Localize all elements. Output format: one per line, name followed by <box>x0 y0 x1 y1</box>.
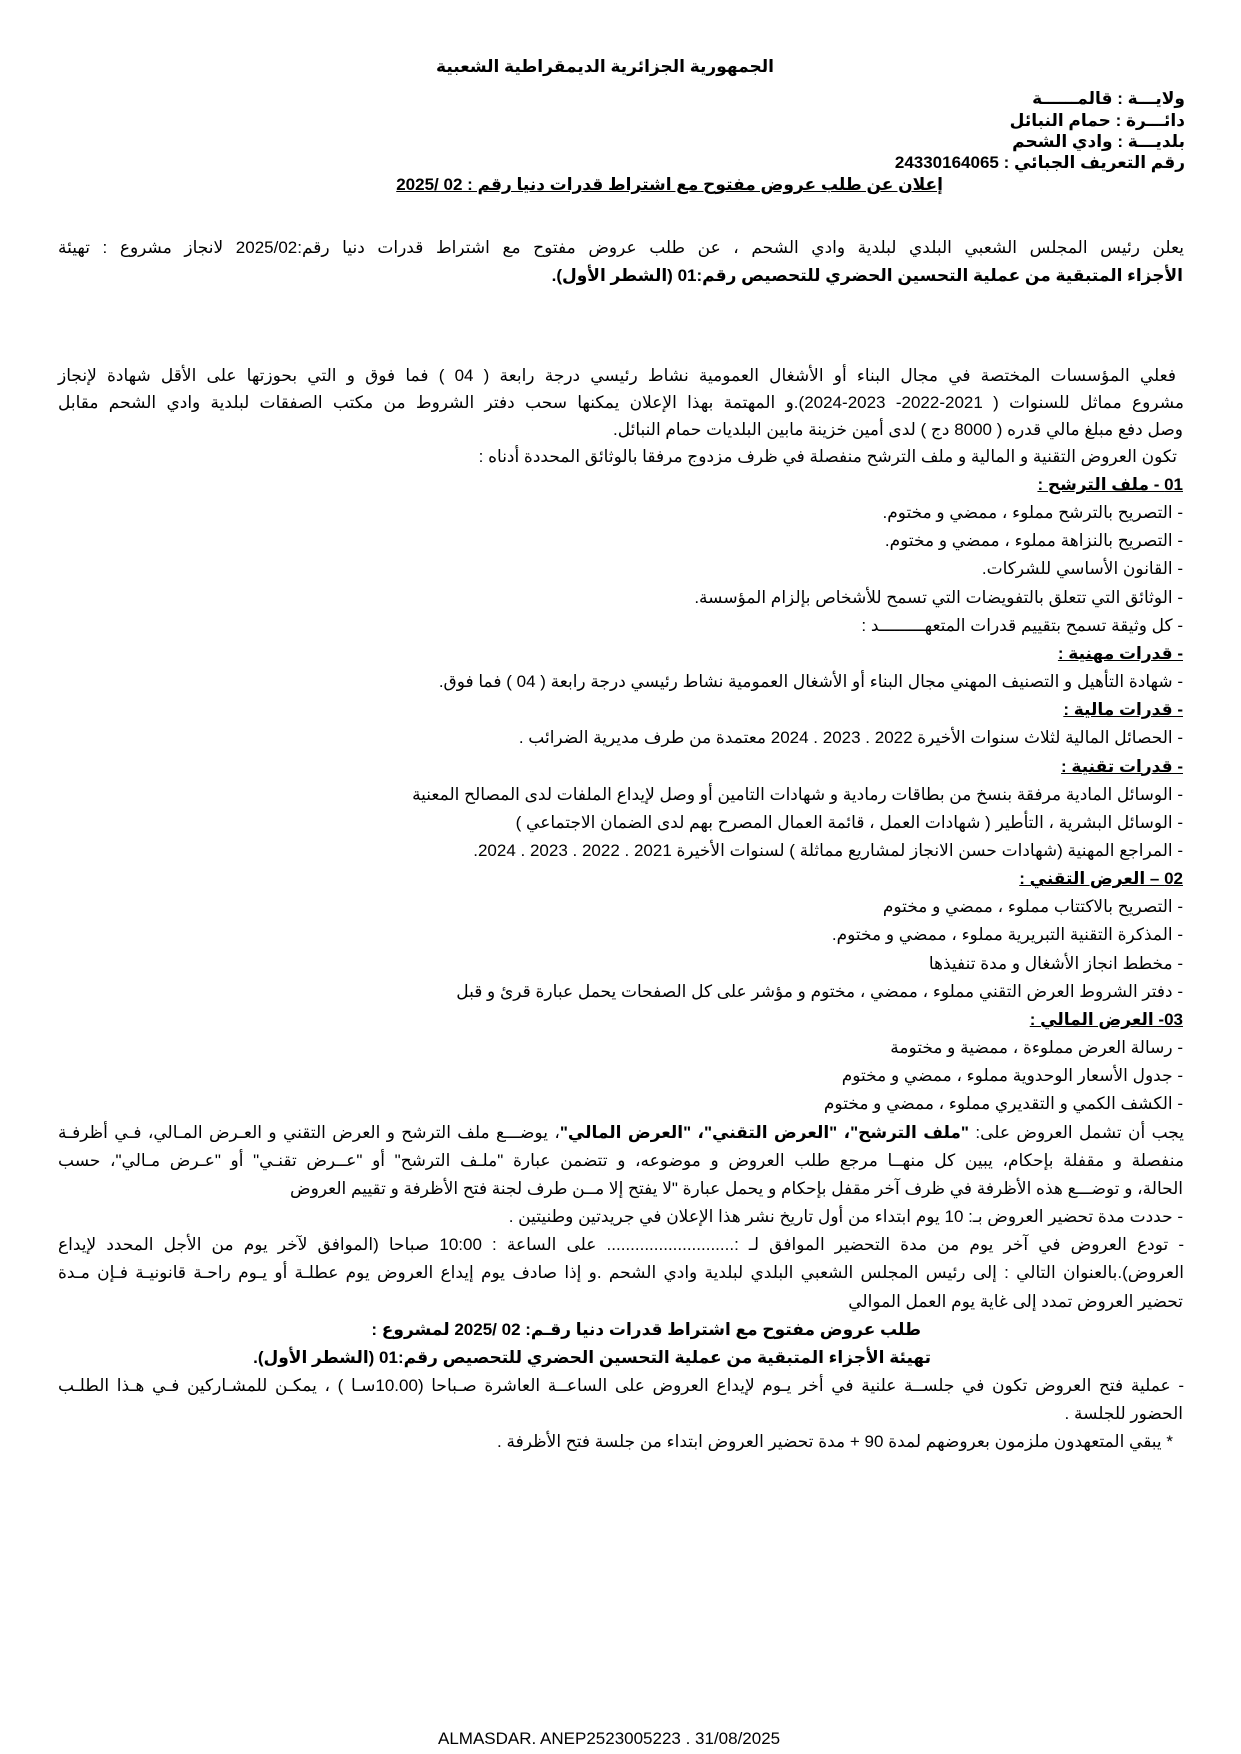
deadline-line-1: - حددت مدة تحضير العروض بـ: 10 يوم ابتداء من أول تاريخ نشر هذا الإعلان في جريدتين وطنيتين . <box>508 1207 1183 1227</box>
section2-item: - مخطط انجاز الأشغال و مدة تنفيذها <box>928 953 1183 973</box>
envelopes-line-3: الحالة، و توضـــع هذه الأظرفة في ظرف آخر مقفل بإحكام و يحمل عبارة "لا يفتح إلا مــن طرف لجنة فتح الأظرفة و تقييم العروض <box>290 1178 1183 1198</box>
deadline-line-4: تحضير العروض تمدد إلى غاية يوم العمل الموالي <box>848 1291 1183 1311</box>
section1-item: - الوثائق التي تتعلق بالتفويضات التي تسمح للأشخاص بإلزام المؤسسة. <box>694 587 1183 607</box>
section2-heading: 02 – العرض التقني : <box>1019 869 1183 889</box>
technical-item: - المراجع المهنية (شهادات حسن الانجاز لمشاريع مماثلة ) لسنوات الأخيرة 2021 . 2022 . 2023 . 2024. <box>473 841 1183 860</box>
republic-heading: الجمهورية الجزائرية الديمقراطية الشعبية <box>436 57 774 76</box>
section1-item: - التصريح بالترشح مملوء ، ممضي و مختوم. <box>882 503 1183 523</box>
eligibility-line-1: فعلي المؤسسات المختصة في مجال البناء أو الأشغال العمومية نشاط رئيسي درجة رابعة ( 04 ) فما فوق و التي بحوزتها على الأقل شهادة لإنجاز <box>58 366 1176 386</box>
envelopes-line-2: منفصلة و مقفلة بإحكام، يبين كل منهــا مرجع طلب العروض و موضوعه، و تتضمن عبارة "ملـف الترشح" أو "عــرض تقنـي" أو "عـرض مـالي"، حسب <box>58 1150 1184 1170</box>
section3-heading: 03- العرض المالي : <box>1029 1009 1183 1029</box>
envelopes-line-1 <box>58 1122 1184 1143</box>
recap-line-2: تهيئة الأجزاء المتبقية من عملية التحسين الحضري للتحصيص رقم:01 (الشطر الأول). <box>253 1347 931 1367</box>
recap-line-1: طلب عروض مفتوح مع اشتراط قدرات دنيا رقـم: 02 /2025 لمشروع : <box>371 1319 921 1339</box>
deadline-line-2: - تودع العروض في آخر يوم من مدة التحضير الموافق لـ :........................... على الساعة : 10:00 صباحا (الموافق لآخر يوم من الأجل المحدد لإيداع <box>58 1235 1184 1255</box>
section2-item: - دفتر الشروط العرض التقني مملوء ، ممضي ، مختوم و مؤشر على كل الصفحات يحمل عبارة قرئ و قبل <box>456 981 1183 1001</box>
section2-item: - المذكرة التقنية التبريرية مملوء ، ممضي و مختوم. <box>831 925 1183 945</box>
section1-item: - القانون الأساسي للشركات. <box>981 559 1183 579</box>
intro-line-1 <box>58 237 1184 258</box>
baladiya-line: بلديـــة : وادي الشحم <box>1012 132 1185 151</box>
envelopes-suffix: ، يوضـــع ملف الترشح و العرض التقني و العـرض المـالي، فـي أظرفـة <box>58 1122 560 1142</box>
section1-item: - التصريح بالنزاهة مملوء ، ممضي و مختوم. <box>884 531 1183 551</box>
eligibility-line-2: مشروع مماثل للسنوات ( 2021-2022- 2023-2024).و المهتمة بهذا الإعلان يمكنها سحب دفتر الشروط من مكتب الصفقات لبلدية وادي الشحم مقابل <box>58 393 1185 412</box>
intro-text: يعلن رئيس المجلس الشعبي البلدي لبلدية وادي الشحم ، عن طلب عروض مفتوح مع اشتراط قدرات دنيا رقم:2025/02 لانجاز مشروع : تهيئة <box>58 238 1184 258</box>
intro-line-2: الأجزاء المتبقية من عملية التحسين الحضري للتحصيص رقم:01 (الشطر الأول). <box>551 266 1183 286</box>
section2-item: - التصريح بالاكتتاب مملوء ، ممضي و مختوم <box>882 897 1183 917</box>
section3-item: - رسالة العرض مملوءة ، ممضية و مختومة <box>890 1038 1183 1058</box>
eligibility-line-3: وصل دفع مبلغ مالي قدره ( 8000 دج ) لدى أمين خزينة مابين البلديات حمام النبائل. <box>613 419 1183 439</box>
section1-item: - كل وثيقة تسمح بتقييم قدرات المتعهـــــــــد : <box>861 615 1183 635</box>
wilaya-line: ولايـــة : قالمــــــة <box>1032 89 1185 108</box>
envelopes-bold: "ملف الترشح"، "العرض التقني"، "العرض المالي" <box>559 1122 969 1142</box>
deadline-line-3: العروض).بالعنوان التالي : إلى رئيس المجلس الشعبي البلدي لبلدية وادي الشحم .و إذا صادف يوم إيداع العروض يوم عطلـة أو يـوم راحـة قانونيـة فـإن مـدة <box>58 1263 1184 1283</box>
envelopes-prefix: يجب أن تشمل العروض على: <box>968 1122 1184 1142</box>
financial-heading: - قدرات مالية : <box>1063 700 1183 720</box>
eligibility-line-4: تكون العروض التقنية و المالية و ملف الترشح منفصلة في ظرف مزدوج مرفقا بالوثائق المحددة أدناه : <box>478 446 1177 466</box>
section1-heading: 01 - ملف الترشح : <box>1037 474 1183 494</box>
opening-line-2: الحضور للجلسة . <box>1064 1404 1183 1424</box>
technical-heading: - قدرات تقنية : <box>1061 756 1183 776</box>
technical-item: - الوسائل البشرية ، التأطير ( شهادات العمل ، قائمة العمال المصرح بهم لدى الضمان الاجتماعي ) <box>515 812 1183 832</box>
section3-item: - الكشف الكمي و التقديري مملوء ، ممضي و مختوم <box>823 1094 1183 1114</box>
tax-id-line: رقم التعريف الجبائي : 24330164065 <box>894 153 1185 172</box>
section3-item: - جدول الأسعار الوحدوية مملوء ، ممضي و مختوم <box>841 1066 1183 1086</box>
professional-heading: - قدرات مهنية : <box>1057 643 1183 663</box>
daira-line: دائـــرة : حمام النبائل <box>1009 111 1185 130</box>
technical-item: - الوسائل المادية مرفقة بنسخ من بطاقات رمادية و شهادات التامين أو وصل لإيداع الملفات لدى المصالح المعنية <box>412 784 1183 804</box>
announcement-title: إعلان عن طلب عروض مفتوح مع اشتراط قدرات دنيا رقم : 02 /2025 <box>396 175 943 194</box>
professional-item: - شهادة التأهيل و التصنيف المهني مجال البناء أو الأشغال العمومية نشاط رئيسي درجة رابعة ( 04 ) فما فوق. <box>438 672 1183 692</box>
opening-line-1: - عملية فتح العروض تكون في جلســة علنية في أخر يـوم لإيداع العروض على الساعــة العاشرة صـباحا (10.00سـا ) ، يمكـن للمشـاركين فـي هـذا الطلـب <box>58 1376 1184 1396</box>
opening-line-3: * يبقي المتعهدون ملزمون بعروضهم لمدة 90 + مدة تحضير العروض ابتداء من جلسة فتح الأظرفة . <box>497 1432 1173 1452</box>
footer-reference: ALMASDAR. ANEP2523005223 . 31/08/2025 <box>438 1729 781 1748</box>
financial-item: - الحصائل المالية لثلاث سنوات الأخيرة 2022 . 2023 . 2024 معتمدة من طرف مديرية الضرائب . <box>518 728 1183 748</box>
